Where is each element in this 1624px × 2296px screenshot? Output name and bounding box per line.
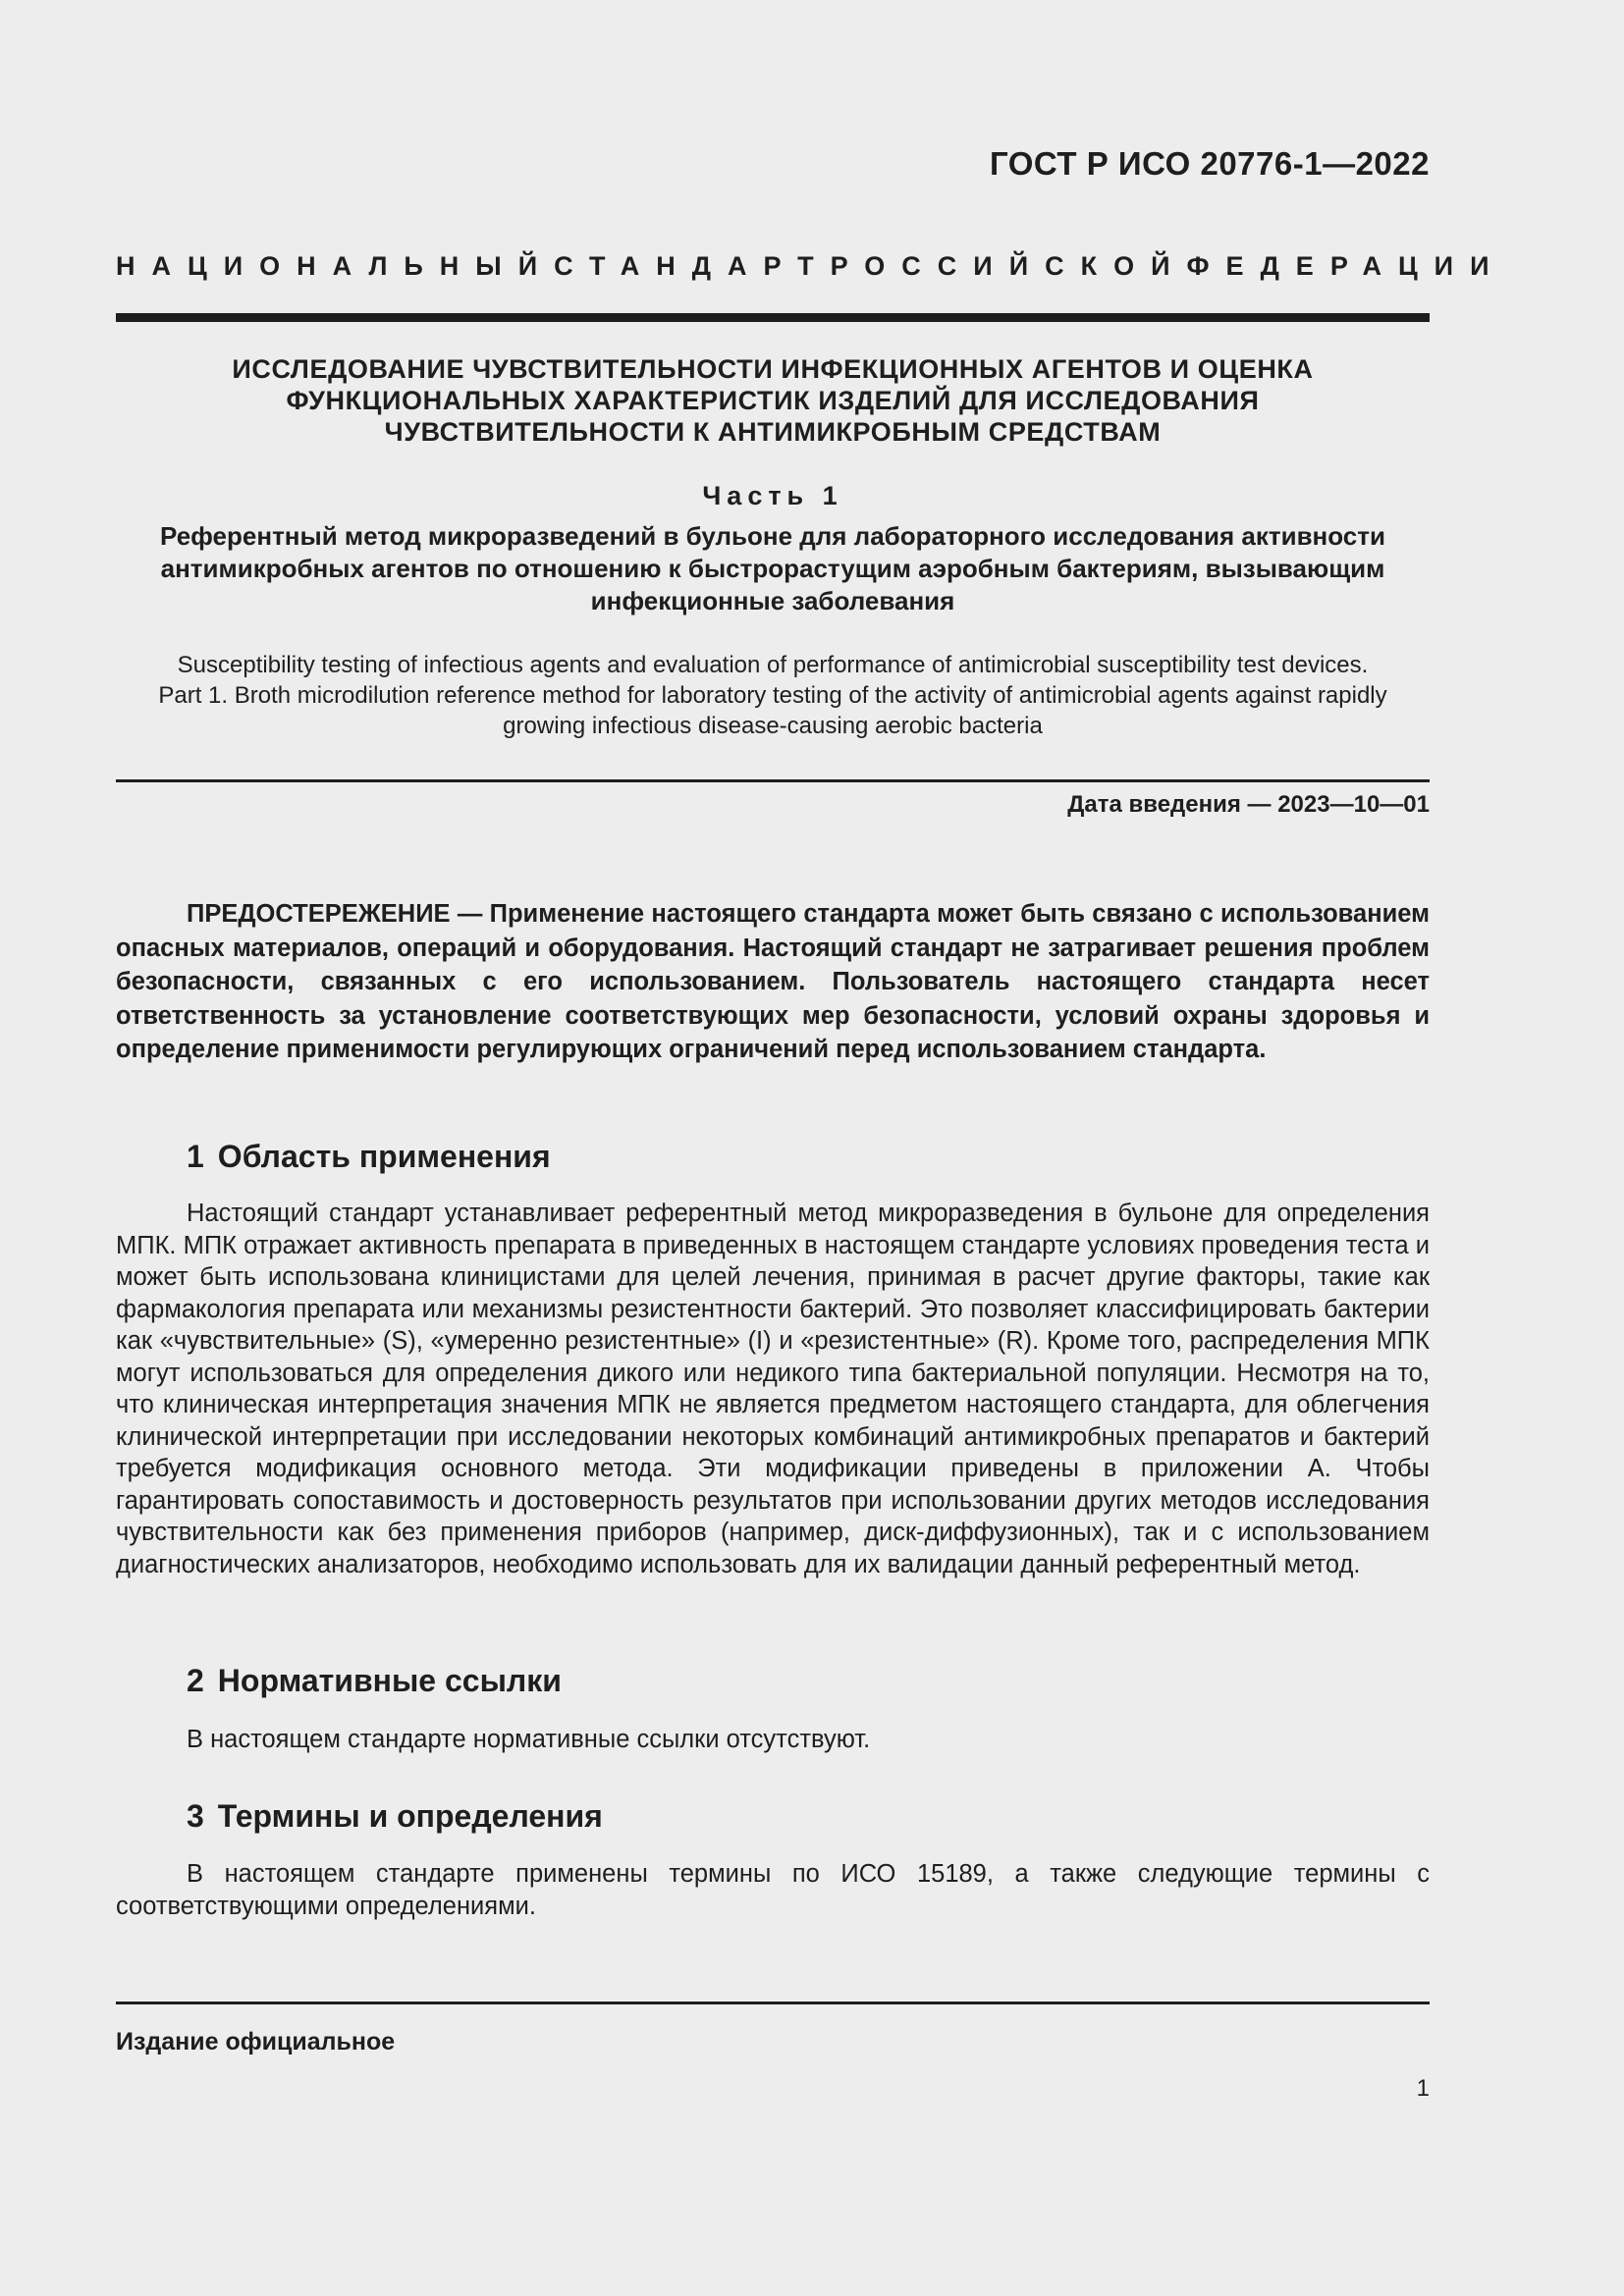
title-line: ИССЛЕДОВАНИЕ ЧУВСТВИТЕЛЬНОСТИ ИНФЕКЦИОННЫХ АГЕНТОВ И ОЦЕНКА — [232, 354, 1314, 384]
national-standard-heading — [116, 251, 1506, 282]
title-divider — [116, 779, 1430, 782]
document-number: ГОСТ Р ИСО 20776-1—2022 — [989, 145, 1430, 182]
footer-divider — [116, 2002, 1430, 2004]
official-edition-label: Издание официальное — [116, 2028, 396, 2056]
section-2-text: В настоящем стандарте нормативные ссылки отсутствуют. — [187, 1726, 871, 1753]
section-title: Нормативные ссылки — [217, 1663, 562, 1698]
section-title: Область применения — [217, 1139, 551, 1174]
subtitle-line: инфекционные заболевания — [590, 586, 955, 615]
national-word-2: СТАНДАРТ — [554, 251, 831, 281]
english-title — [116, 650, 1430, 741]
national-word-4: ФЕДЕРАЦИИ — [1186, 251, 1506, 281]
subtitle-line: Референтный метод микроразведений в бульоне для лабораторного исследования активности — [160, 521, 1385, 551]
warning-paragraph: ПРЕДОСТЕРЕЖЕНИЕ — Применение настоящего стандарта может быть связано с использованием опасных материалов, операций и оборудования. Настоящий стандарт не затрагивает решения проблем безопасности, связанных с его использованием. Пользователь настоящего стандарта несет ответственность за установление соответствующих мер безопасности, условий охраны здоровья и определение применимости регулирующих ограничений перед использованием стандарта. — [116, 900, 1430, 1063]
title-line: ФУНКЦИОНАЛЬНЫХ ХАРАКТЕРИСТИК ИЗДЕЛИЙ ДЛЯ ИССЛЕДОВАНИЯ — [286, 386, 1260, 415]
section-number: 2 — [187, 1663, 204, 1698]
national-word-3: РОССИЙСКОЙ — [830, 251, 1187, 281]
section-1-heading — [187, 1139, 551, 1175]
section-title: Термины и определения — [217, 1798, 603, 1834]
page-number: 1 — [1416, 2075, 1430, 2102]
section-2-heading — [187, 1663, 562, 1699]
section-3-text: В настоящем стандарте применены термины по ИСО 15189, а также следующие термины с соответствующими определениями. — [116, 1860, 1430, 1920]
part-label: Часть 1 — [702, 481, 843, 510]
part-subtitle — [116, 520, 1430, 617]
document-title — [116, 353, 1430, 448]
section-3-heading — [187, 1798, 603, 1835]
subtitle-line: антимикробных агентов по отношению к быстрорастущим аэробным бактериям, вызывающим — [160, 554, 1385, 583]
title-line: ЧУВСТВИТЕЛЬНОСТИ К АНТИМИКРОБНЫМ СРЕДСТВАМ — [384, 417, 1162, 447]
english-line: Part 1. Broth microdilution reference method for laboratory testing of the activity of antimicrobial agents against rapidly — [158, 682, 1387, 709]
section-number: 3 — [187, 1798, 204, 1834]
section-number: 1 — [187, 1139, 204, 1174]
national-word-1: НАЦИОНАЛЬНЫЙ — [116, 251, 555, 281]
introduction-date: Дата введения — 2023—10—01 — [1067, 791, 1430, 818]
english-line: Susceptibility testing of infectious agents and evaluation of performance of antimicrobial susceptibility test devices. — [177, 652, 1369, 678]
section-1-text: Настоящий стандарт устанавливает референтный метод микроразведения в бульоне для определения МПК. МПК отражает активность препарата в приведенных в настоящем стандарте условиях проведения теста и может быть использована клиницистами для целей лечения, принимая в расчет другие факторы, такие как фармакология препарата или механизмы резистентности бактерий. Это позволяет классифицировать бактерии как «чувствительные» (S), «умеренно резистентные» (I) и «резистентные» (R). Кроме того, распределения МПК могут использоваться для определения дикого или недикого типа бактериальной популяции. Несмотря на то, что клиническая интерпретация значения МПК не является предметом настоящего стандарта, для облегчения клинической интерпретации при исследовании некоторых комбинаций антимикробных препаратов и бактерий требуется модификация основного метода. Эти модификации приведены в приложении А. Чтобы гарантировать сопоставимость и достоверность результатов при использовании других методов исследования чувствительности как без применения приборов (например, диск-диффузионных), так и с использованием диагностических анализаторов, необходимо использовать для их валидации данный референтный метод. — [116, 1200, 1430, 1578]
header-divider — [116, 313, 1430, 322]
english-line: growing infectious disease-causing aerobic bacteria — [503, 713, 1043, 739]
